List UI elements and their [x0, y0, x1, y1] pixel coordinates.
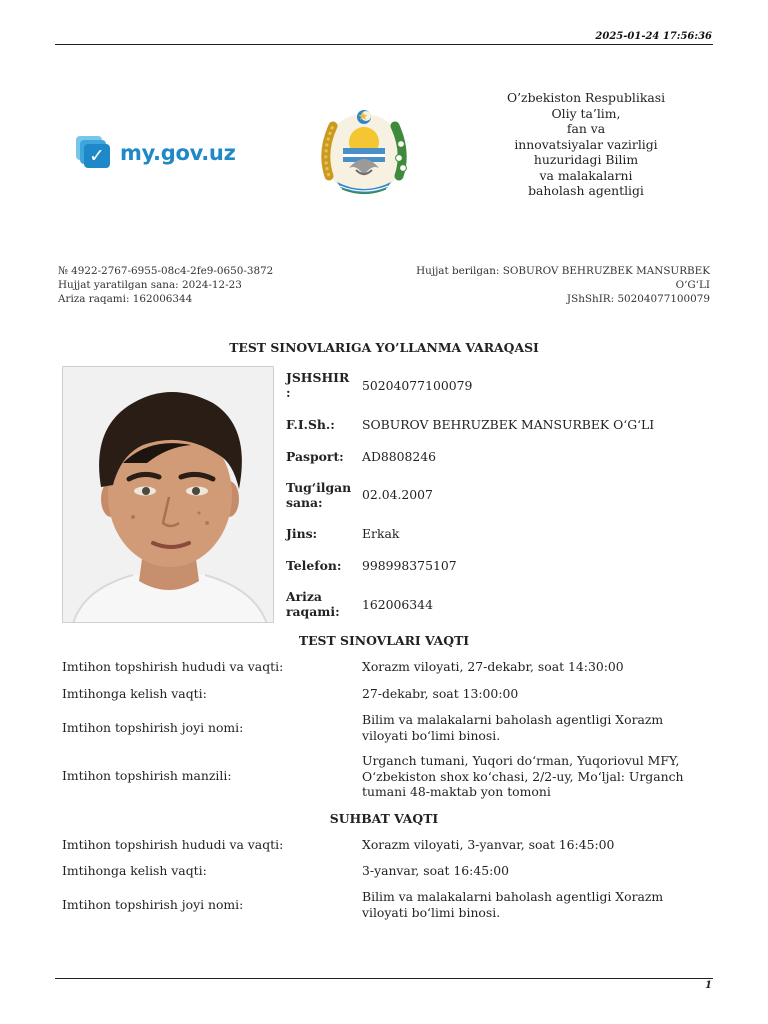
test-section-title: TEST SINOVLARI VAQTI — [298, 633, 470, 648]
row-label: Imtihon topshirish joyi nomi: — [62, 897, 244, 912]
fish-value: SOBUROV BEHRUZBEK MANSURBEK O‘G‘LI — [362, 417, 655, 432]
application-number-value: 162006344 — [362, 597, 433, 612]
row-value: Bilim va malakalarni baholash agentligi Xorazm viloyati bo‘limi binosi. — [362, 712, 664, 743]
fish-label: F.I.Sh.: — [286, 417, 335, 432]
issued-to: Hujjat berilgan: SOBUROV BEHRUZBEK MANSURBEK — [416, 265, 710, 277]
row-value: 27-dekabr, soat 13:00:00 — [362, 686, 519, 701]
timestamp: 2025-01-24 17:56:36 — [595, 31, 712, 42]
interview-section-title: SUHBAT VAQTI — [329, 811, 439, 826]
document-meta — [58, 264, 273, 306]
phone-value: 998998375107 — [362, 558, 457, 573]
recipient-jshshir: JShShIR: 50204077100079 — [566, 293, 710, 305]
top-divider — [55, 44, 713, 45]
document-number: № 4922-2767-6955-08c4-2fe9-0650-3872 — [58, 265, 274, 277]
document-created-date: Hujjat yaratilgan sana: 2024-12-23 — [58, 279, 242, 291]
gender-label: Jins: — [286, 526, 318, 541]
state-emblem-icon — [315, 106, 413, 198]
row-label: Imtihon topshirish manzili: — [62, 768, 232, 783]
row-label: Imtihonga kelish vaqti: — [62, 686, 207, 701]
logo-text: my.gov.uz — [120, 141, 236, 165]
document-title: TEST SINOVLARIGA YO’LLANMA VARAQASI — [229, 340, 539, 355]
applicant-photo — [62, 366, 274, 623]
row-value: 3-yanvar, soat 16:45:00 — [362, 863, 510, 878]
row-label: Imtihon topshirish hududi va vaqti: — [62, 837, 284, 852]
row-value: Xorazm viloyati, 27-dekabr, soat 14:30:00 — [362, 659, 624, 674]
application-number-label: Ariza raqami: — [286, 589, 340, 619]
jshshir-value: 50204077100079 — [362, 378, 473, 393]
gender-value: Erkak — [362, 526, 400, 541]
bottom-divider — [55, 978, 713, 979]
agency-name: O’zbekiston Respublikasi Oliy ta’lim, fan va innovatsiyalar vazirligi huzuridagi Bilim va malakalarni baholash agentligi — [506, 90, 666, 198]
recipient-meta — [380, 264, 710, 306]
application-number: Ariza raqami: 162006344 — [58, 293, 193, 305]
passport-value: AD8808246 — [362, 449, 437, 464]
mygov-logo — [76, 136, 236, 170]
phone-label: Telefon: — [286, 558, 342, 573]
issued-to-continued: O‘G‘LI — [675, 279, 710, 291]
checkmark-icon: ✓ — [76, 136, 112, 170]
row-value: Urganch tumani, Yuqori do‘rman, Yuqoriovul MFY, O‘zbekiston shox ko‘chasi, 2/2-uy, Mo‘ljal: Urganch tumani 48-maktab yon tomoni — [362, 753, 684, 799]
page-number: 1 — [705, 980, 712, 991]
passport-label: Pasport: — [286, 449, 344, 464]
jshshir-label: JSHSHIR : — [286, 370, 350, 400]
birth-date-label: Tug‘ilgan sana: — [286, 480, 352, 510]
row-label: Imtihon topshirish hududi va vaqti: — [62, 659, 284, 674]
row-label: Imtihonga kelish vaqti: — [62, 863, 207, 878]
row-value: Bilim va malakalarni baholash agentligi Xorazm viloyati bo‘limi binosi. — [362, 889, 664, 920]
row-value: Xorazm viloyati, 3-yanvar, soat 16:45:00 — [362, 837, 615, 852]
birth-date-value: 02.04.2007 — [362, 487, 433, 502]
row-label: Imtihon topshirish joyi nomi: — [62, 720, 244, 735]
